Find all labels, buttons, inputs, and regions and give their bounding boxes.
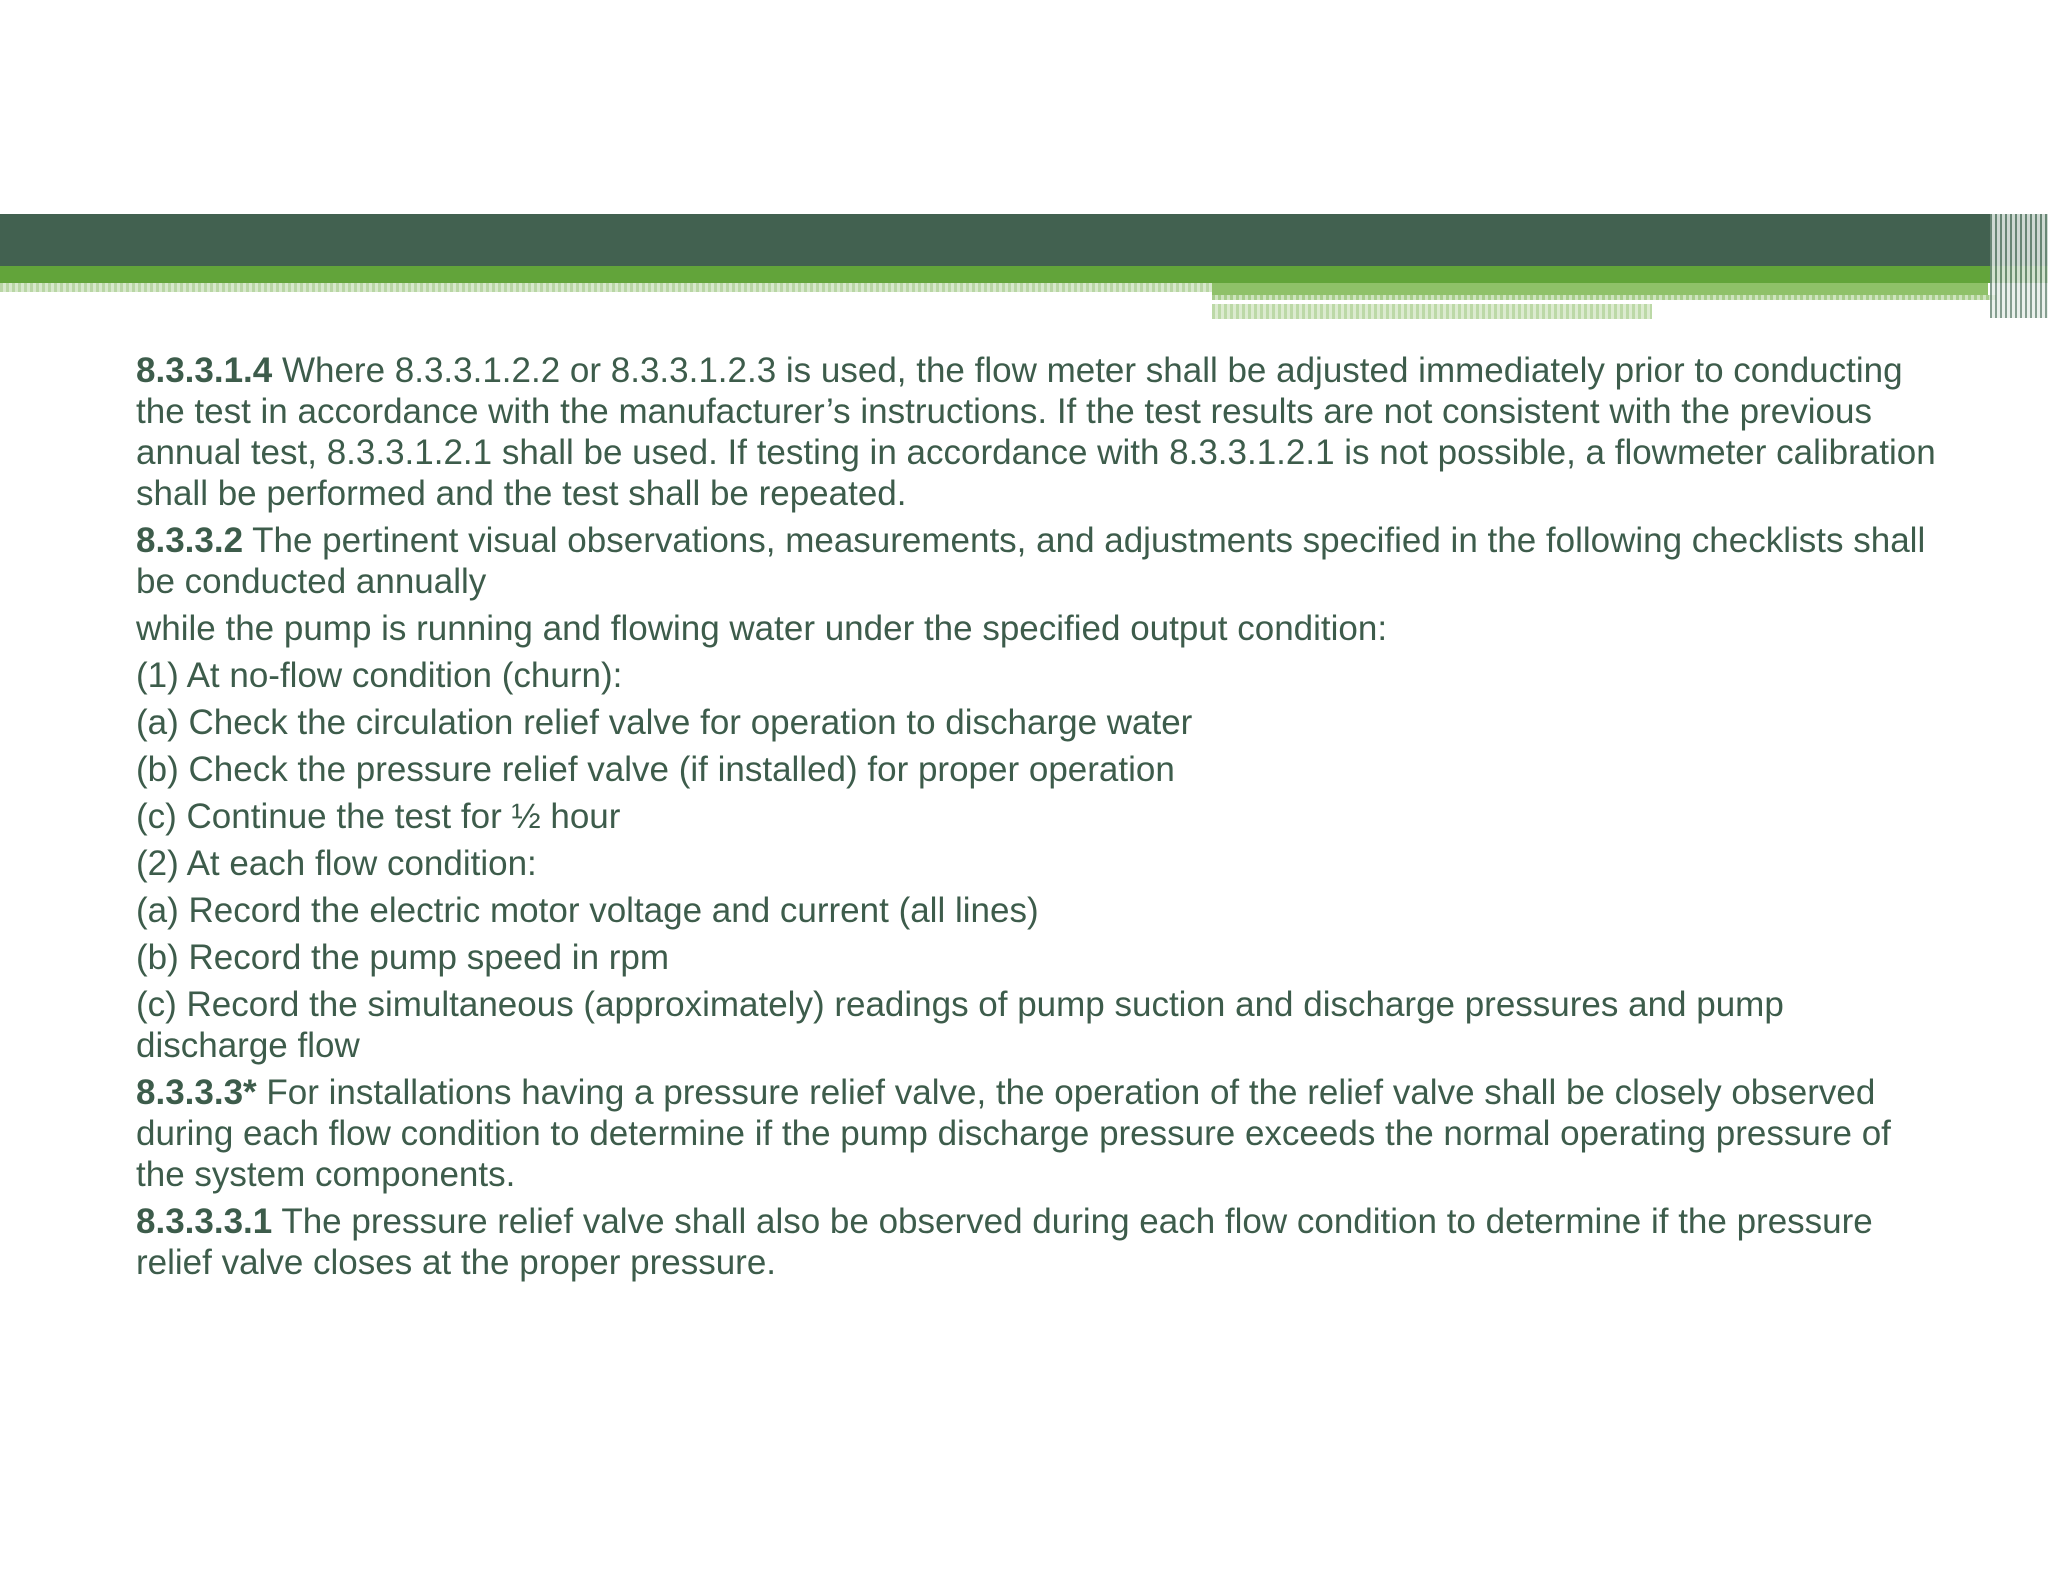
paragraph-text: The pertinent visual observations, measurements, and adjustments specified in the following checklists shall be conducted annually — [136, 521, 1926, 601]
header-stripe-right — [1212, 283, 1988, 295]
paragraph-text: For installations having a pressure relief valve, the operation of the relief valve shall be closely observed during each flow condition to determine if the pump discharge pressure exceeds the normal operating pressure of the system components. — [136, 1073, 1891, 1194]
checklist-item-record-pressures: (c) Record the simultaneous (approximately) readings of pump suction and discharge pressures and pump discharge flow — [136, 985, 1784, 1065]
checklist-item-record-speed: (b) Record the pump speed in rpm — [136, 938, 670, 977]
paragraph-text: Where 8.3.3.1.2.2 or 8.3.3.1.2.3 is used, the flow meter shall be adjusted immediately prior to conducting the test in accordance with the manufacturer’s instructions. If the test results are not consistent with the previous annual test, 8.3.3.1.2.1 shall be used. If testing in accordance with 8.3.3.1.2.1 is not possible, a flowmeter calibration shall be performed and the test shall be repeated. — [136, 351, 1936, 513]
paragraph-8-3-3-3 — [136, 1072, 1936, 1195]
paragraph-text: The pressure relief valve shall also be observed during each flow condition to determine if the pressure relief valve closes at the proper pressure. — [136, 1202, 1873, 1282]
paragraph-8-3-3-2 — [136, 520, 1936, 602]
section-number: 8.3.3.1.4 — [136, 351, 273, 390]
checklist-item-each-flow: (2) At each flow condition: — [136, 844, 537, 883]
checklist-intro: while the pump is running and flowing water under the specified output condition: — [136, 609, 1388, 648]
header-stripe-right-lower — [1212, 304, 1652, 319]
slide-body-text — [136, 350, 1936, 1289]
header-band-green — [0, 266, 2048, 283]
header-stripe-left — [0, 283, 1212, 292]
section-number: 8.3.3.3* — [136, 1073, 257, 1112]
header-band-dark — [0, 214, 2048, 266]
checklist-item-circulation-relief: (a) Check the circulation relief valve for operation to discharge water — [136, 703, 1193, 742]
paragraph-8-3-3-1-4 — [136, 350, 1936, 514]
header-band-end-pattern — [1990, 214, 2048, 318]
checklist-item-pressure-relief: (b) Check the pressure relief valve (if installed) for proper operation — [136, 750, 1175, 789]
checklist-item-no-flow: (1) At no-flow condition (churn): — [136, 656, 623, 695]
checklist-item-record-voltage: (a) Record the electric motor voltage and current (all lines) — [136, 891, 1039, 930]
section-number: 8.3.3.3.1 — [136, 1202, 273, 1241]
section-number: 8.3.3.2 — [136, 521, 244, 560]
paragraph-8-3-3-3-1 — [136, 1201, 1936, 1283]
checklist-item-continue-test: (c) Continue the test for ½ hour — [136, 797, 621, 836]
